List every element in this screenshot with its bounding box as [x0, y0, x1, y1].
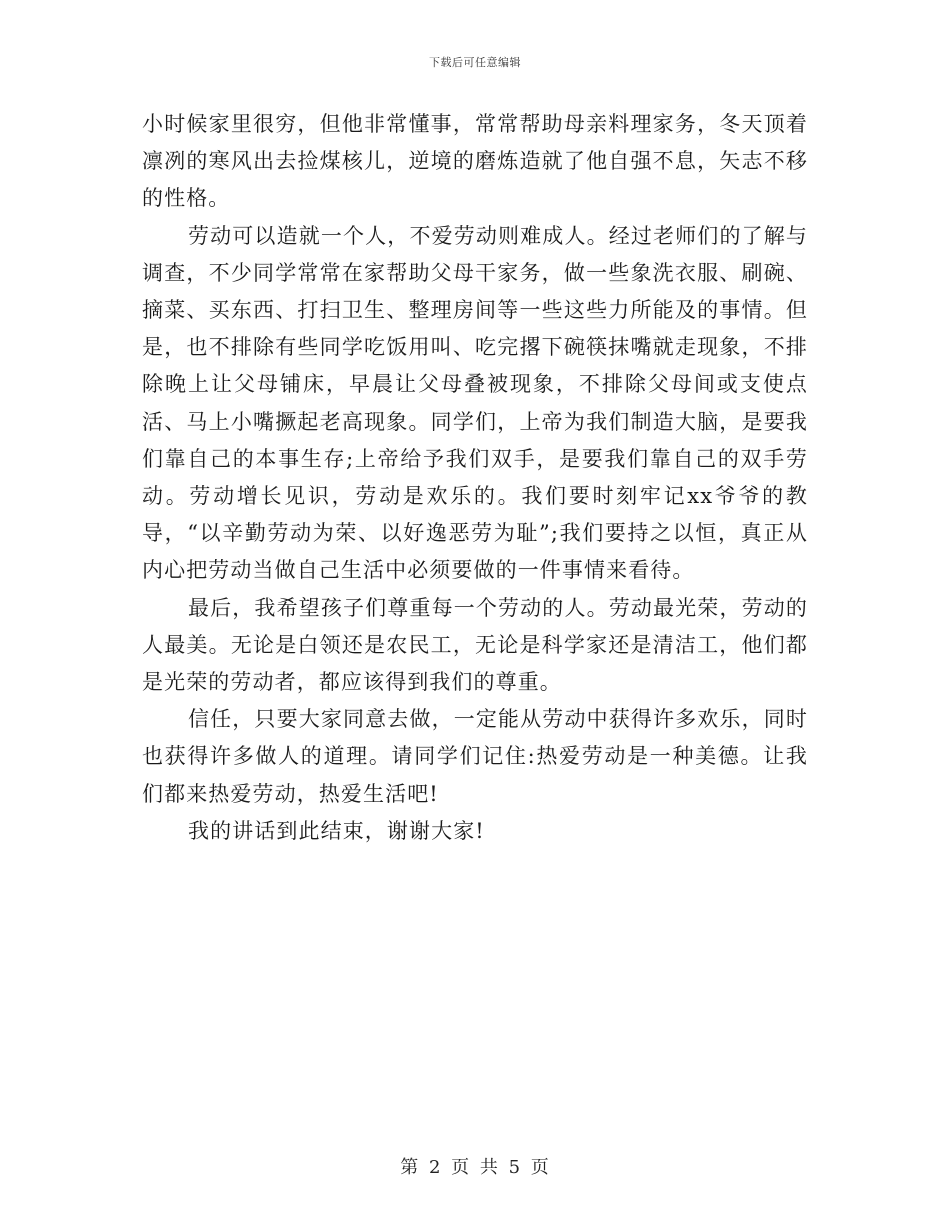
- paragraph-belief: 信任，只要大家同意去做，一定能从劳动中获得许多欢乐，同时也获得许多做人的道理。请同学们记住:热爱劳动是一种美德。让我们都来热爱劳动，热爱生活吧!: [142, 707, 808, 806]
- page-header: 下载后可任意编辑: [429, 56, 521, 69]
- paragraph-respect: 最后，我希望孩子们尊重每一个劳动的人。劳动最光荣，劳动的人最美。无论是白领还是农民工，无论是科学家还是清洁工，他们都是光荣的劳动者，都应该得到我们的尊重。: [142, 595, 808, 695]
- paragraph-closing: 我的讲话到此结束，谢谢大家!: [188, 818, 485, 843]
- document-body: [142, 106, 808, 850]
- page-number: 第 2 页 共 5 页: [400, 1157, 550, 1178]
- paragraph-continuation: 小时候家里很穷，但他非常懂事，常常帮助母亲料理家务，冬天顶着凛冽的寒风出去捡煤核儿，逆境的磨炼造就了他自强不息，矢志不移的性格。: [142, 112, 808, 211]
- paragraph-labor: 劳动可以造就一个人，不爱劳动则难成人。经过老师们的了解与调查，不少同学常常在家帮助父母干家务，做一些象洗衣服、刷碗、摘菜、买东西、打扫卫生、整理房间等一些这些力所能及的事情。但是，也不排除有些同学吃饭用叫、吃完撂下碗筷抹嘴就走现象，不排除晚上让父母铺床，早晨让父母叠被现象，不排除父母间或支使点活、马上小嘴撅起老高现象。同学们，上帝为我们制造大脑，是要我们靠自己的本事生存;上帝给予我们双手，是要我们靠自己的双手劳动。劳动增长见识，劳动是欢乐的。我们要时刻牢记xx爷爷的教导，“以辛勤劳动为荣、以好逸恶劳为耻”;我们要持之以恒，真正从内心把劳动当做自己生活中必须要做的一件事情来看待。: [142, 223, 808, 583]
